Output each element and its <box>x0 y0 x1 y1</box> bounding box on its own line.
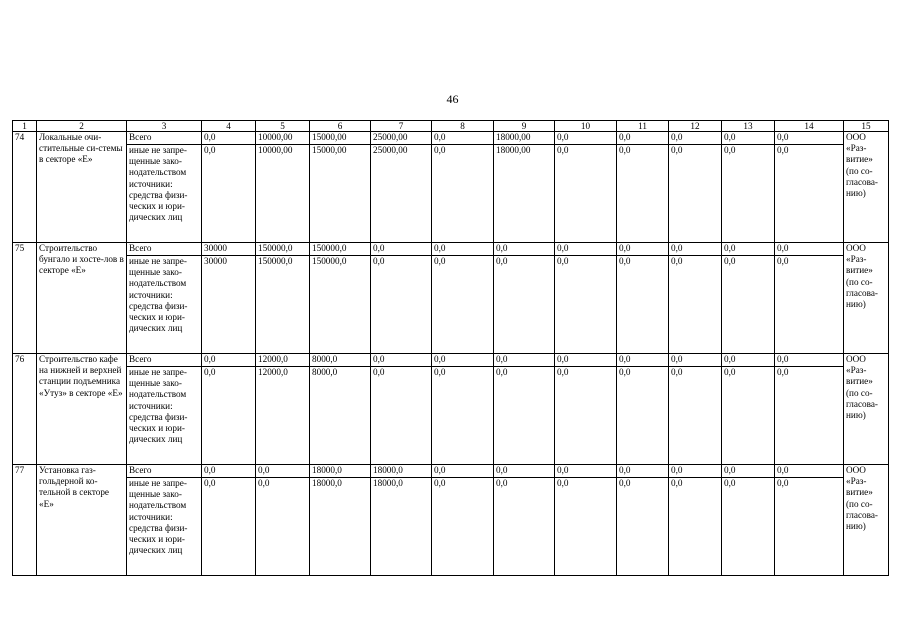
detail-value-cell: 25000,00 <box>371 145 432 243</box>
detail-value-cell: 0,0 <box>432 256 494 354</box>
detail-value-cell: 0,0 <box>371 367 432 465</box>
total-value-cell: 0,0 <box>202 465 256 478</box>
total-value-cell: 30000 <box>202 243 256 256</box>
total-value-cell: 0,0 <box>669 132 722 145</box>
detail-value-cell: 0,0 <box>202 367 256 465</box>
column-number-row <box>13 121 889 132</box>
measure-name-cell: Строительство бунгало и хосте-лов в секторе «Е» <box>37 243 127 354</box>
total-value-cell: 0,0 <box>775 465 844 478</box>
total-value-cell: 0,0 <box>555 354 617 367</box>
measure-name-cell: Установка газ-гольдерной ко-тельной в секторе «Е» <box>37 465 127 576</box>
total-value-cell: 0,0 <box>494 465 555 478</box>
detail-value-cell: 150000,0 <box>256 256 310 354</box>
detail-value-cell: 0,0 <box>775 478 844 576</box>
total-label-cell: Всего <box>127 243 202 256</box>
total-value-cell: 0,0 <box>202 354 256 367</box>
detail-value-cell: 0,0 <box>775 256 844 354</box>
detail-value-cell: 8000,0 <box>310 367 371 465</box>
table-row <box>13 145 889 243</box>
total-value-cell: 0,0 <box>432 243 494 256</box>
row-number-cell: 74 <box>13 132 37 243</box>
total-value-cell: 18000,0 <box>310 465 371 478</box>
table-body <box>13 121 889 576</box>
detail-value-cell: 0,0 <box>775 145 844 243</box>
detail-value-cell: 0,0 <box>669 478 722 576</box>
total-value-cell: 0,0 <box>494 243 555 256</box>
total-value-cell: 18000,00 <box>494 132 555 145</box>
column-number-cell: 11 <box>617 121 669 132</box>
detail-value-cell: 0,0 <box>617 367 669 465</box>
total-value-cell: 0,0 <box>775 132 844 145</box>
detail-value-cell: 0,0 <box>669 367 722 465</box>
row-number-cell: 76 <box>13 354 37 465</box>
funding-source-cell: иные не запре-щенные зако-нодательством источники: средства физи-ческих и юри-дических лиц <box>127 478 202 576</box>
total-value-cell: 0,0 <box>722 132 775 145</box>
detail-value-cell: 0,0 <box>722 367 775 465</box>
total-value-cell: 0,0 <box>371 243 432 256</box>
detail-value-cell: 0,0 <box>494 367 555 465</box>
detail-value-cell: 0,0 <box>775 367 844 465</box>
total-value-cell: 0,0 <box>722 465 775 478</box>
total-value-cell: 15000,00 <box>310 132 371 145</box>
total-value-cell: 0,0 <box>775 243 844 256</box>
executor-cell: ООО «Раз-витие» (по со-гласова-нию) <box>844 354 889 465</box>
total-value-cell: 0,0 <box>669 243 722 256</box>
detail-value-cell: 0,0 <box>617 256 669 354</box>
column-number-cell: 13 <box>722 121 775 132</box>
detail-value-cell: 12000,0 <box>256 367 310 465</box>
table-row <box>13 478 889 576</box>
total-value-cell: 0,0 <box>432 354 494 367</box>
column-number-cell: 4 <box>202 121 256 132</box>
detail-value-cell: 0,0 <box>432 367 494 465</box>
total-value-cell: 0,0 <box>617 354 669 367</box>
detail-value-cell: 15000,00 <box>310 145 371 243</box>
detail-value-cell: 0,0 <box>722 145 775 243</box>
column-number-cell: 14 <box>775 121 844 132</box>
detail-value-cell: 0,0 <box>617 478 669 576</box>
detail-value-cell: 0,0 <box>494 256 555 354</box>
page-number: 46 <box>446 92 459 106</box>
detail-value-cell: 0,0 <box>432 478 494 576</box>
detail-value-cell: 10000,00 <box>256 145 310 243</box>
detail-value-cell: 0,0 <box>432 145 494 243</box>
detail-value-cell: 150000,0 <box>310 256 371 354</box>
detail-value-cell: 0,0 <box>202 145 256 243</box>
detail-value-cell: 0,0 <box>555 478 617 576</box>
total-value-cell: 0,0 <box>432 465 494 478</box>
column-number-cell: 12 <box>669 121 722 132</box>
detail-value-cell: 0,0 <box>555 145 617 243</box>
column-number-cell: 10 <box>555 121 617 132</box>
detail-value-cell: 0,0 <box>669 145 722 243</box>
total-label-cell: Всего <box>127 465 202 478</box>
total-value-cell: 0,0 <box>494 354 555 367</box>
table-row <box>13 132 889 145</box>
total-value-cell: 0,0 <box>202 132 256 145</box>
funding-source-cell: иные не запре-щенные зако-нодательством источники: средства физи-ческих и юри-дических лиц <box>127 145 202 243</box>
total-label-cell: Всего <box>127 354 202 367</box>
column-number-cell: 3 <box>127 121 202 132</box>
total-value-cell: 0,0 <box>256 465 310 478</box>
table-row <box>13 465 889 478</box>
detail-value-cell: 0,0 <box>494 478 555 576</box>
funding-source-cell: иные не запре-щенные зако-нодательством источники: средства физи-ческих и юри-дических лиц <box>127 367 202 465</box>
executor-cell: ООО «Раз-витие» (по со-гласова-нию) <box>844 132 889 243</box>
total-value-cell: 12000,0 <box>256 354 310 367</box>
detail-value-cell: 0,0 <box>722 256 775 354</box>
total-value-cell: 150000,0 <box>310 243 371 256</box>
detail-value-cell: 0,0 <box>555 256 617 354</box>
total-value-cell: 0,0 <box>775 354 844 367</box>
total-value-cell: 0,0 <box>617 465 669 478</box>
column-number-cell: 9 <box>494 121 555 132</box>
column-number-cell: 7 <box>371 121 432 132</box>
column-number-cell: 1 <box>13 121 37 132</box>
total-value-cell: 8000,0 <box>310 354 371 367</box>
column-number-cell: 15 <box>844 121 889 132</box>
measure-name-cell: Строительство кафе на нижней и верхней станции подъемника «Утуз» в секторе «Е» <box>37 354 127 465</box>
detail-value-cell: 18000,00 <box>494 145 555 243</box>
funding-source-cell: иные не запре-щенные зако-нодательством источники: средства физи-ческих и юри-дических лиц <box>127 256 202 354</box>
detail-value-cell: 0,0 <box>722 478 775 576</box>
detail-value-cell: 0,0 <box>202 478 256 576</box>
table-row <box>13 367 889 465</box>
total-value-cell: 0,0 <box>371 354 432 367</box>
total-value-cell: 0,0 <box>617 132 669 145</box>
total-value-cell: 18000,0 <box>371 465 432 478</box>
table-row <box>13 354 889 367</box>
detail-value-cell: 18000,0 <box>310 478 371 576</box>
total-value-cell: 150000,0 <box>256 243 310 256</box>
detail-value-cell: 0,0 <box>371 256 432 354</box>
column-number-cell: 8 <box>432 121 494 132</box>
detail-value-cell: 0,0 <box>669 256 722 354</box>
detail-value-cell: 0,0 <box>617 145 669 243</box>
column-number-cell: 2 <box>37 121 127 132</box>
total-value-cell: 0,0 <box>722 354 775 367</box>
detail-value-cell: 18000,0 <box>371 478 432 576</box>
total-value-cell: 0,0 <box>555 465 617 478</box>
table-row <box>13 256 889 354</box>
total-value-cell: 0,0 <box>555 132 617 145</box>
detail-value-cell: 0,0 <box>256 478 310 576</box>
total-value-cell: 25000,00 <box>371 132 432 145</box>
total-value-cell: 0,0 <box>432 132 494 145</box>
executor-cell: ООО «Раз-витие» (по со-гласова-нию) <box>844 243 889 354</box>
total-value-cell: 0,0 <box>617 243 669 256</box>
budget-table <box>12 120 889 576</box>
total-value-cell: 0,0 <box>722 243 775 256</box>
total-value-cell: 0,0 <box>669 354 722 367</box>
measure-name-cell: Локальные очи-стительные си-стемы в секторе «Е» <box>37 132 127 243</box>
total-value-cell: 0,0 <box>669 465 722 478</box>
row-number-cell: 77 <box>13 465 37 576</box>
executor-cell: ООО «Раз-витие» (по со-гласова-нию) <box>844 465 889 576</box>
total-value-cell: 0,0 <box>555 243 617 256</box>
detail-value-cell: 30000 <box>202 256 256 354</box>
total-value-cell: 10000,00 <box>256 132 310 145</box>
detail-value-cell: 0,0 <box>555 367 617 465</box>
column-number-cell: 6 <box>310 121 371 132</box>
table-row <box>13 243 889 256</box>
total-label-cell: Всего <box>127 132 202 145</box>
row-number-cell: 75 <box>13 243 37 354</box>
column-number-cell: 5 <box>256 121 310 132</box>
